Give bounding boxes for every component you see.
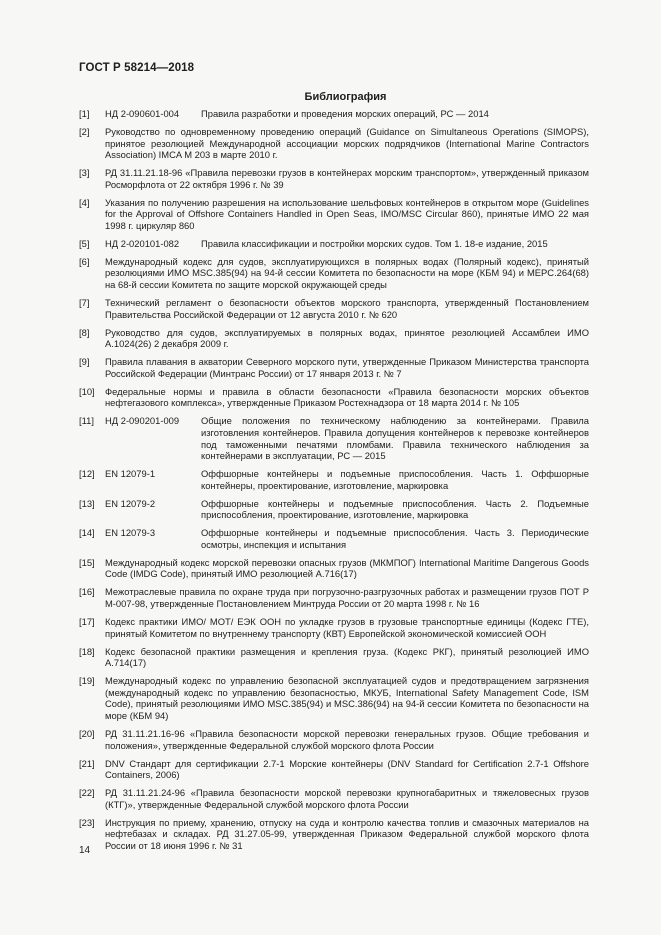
entry-text: Международный кодекс морской перевозки опасных грузов (МКМПОГ) International Maritime Dangerous Goods Code (IMDG Code), принятый ИМО резолюцией А.716(17) xyxy=(105,556,589,580)
bibliography-entry xyxy=(79,646,589,669)
bibliography-entry xyxy=(79,415,589,461)
entry-code: EN 12079-2 xyxy=(105,497,156,509)
entry-text: Правила разработки и проведения морских операций, РС — 2014 xyxy=(201,108,489,119)
bibliography-entry xyxy=(79,356,589,379)
entry-text: Кодекс безопасной практики размещения и крепления груза. (Кодекс РКГ), принятый резолюцией ИМО А.714(17) xyxy=(105,645,589,669)
entry-number: [15] xyxy=(79,556,95,568)
entry-text: Технический регламент о безопасности объектов морского транспорта, утвержденный Постановлением Правительства Российской Федерации от 12 августа 2010 г. № 620 xyxy=(105,297,589,320)
entry-number: [4] xyxy=(79,196,90,208)
bibliography-entry xyxy=(79,197,589,232)
page-number: 14 xyxy=(79,845,91,856)
entry-text: Оффшорные контейнеры и подъемные приспособления. Часть 1. Оффшорные контейнеры, проектирование, изготовление, маркировка xyxy=(201,468,589,491)
entry-number: [8] xyxy=(79,326,90,338)
entry-code: EN 12079-1 xyxy=(105,468,156,480)
entry-number: [10] xyxy=(79,385,95,397)
entry-text: Федеральные нормы и правила в области безопасности «Правила безопасности морских объектов нефтегазового комплекса», утвержденные Приказом Ростехнадзора от 18 марта 2014 г. № 105 xyxy=(105,385,589,409)
entry-text: РД 31.11.21.16-96 «Правила безопасности морской перевозки генеральных грузов. Общие требования и положения», утвержденные Федеральной службой морского флота России xyxy=(105,727,589,751)
bibliography-entry xyxy=(79,256,589,291)
bibliography-entry xyxy=(79,167,589,190)
entry-number: [9] xyxy=(79,356,90,368)
entry-number: [2] xyxy=(79,125,90,137)
bibliography-entry xyxy=(79,386,589,409)
entry-code: НД 2-090201-009 xyxy=(105,415,180,427)
bibliography-entry xyxy=(79,498,589,521)
bibliography-entry xyxy=(79,758,589,781)
entry-number: [3] xyxy=(79,167,90,179)
entry-text: Оффшорные контейнеры и подъемные приспособления. Часть 2. Подъемные приспособления, проектирование, изготовление, маркировка xyxy=(201,497,589,521)
entry-text: РД 31.11.21.18-96 «Правила перевозки грузов в контейнерах морским транспортом», утвержденный приказом Росморфлота от 22 октября 1996 г. № 39 xyxy=(105,167,589,190)
entry-code: НД 2-020101-082 xyxy=(105,237,180,249)
document-header: ГОСТ Р 58214—2018 xyxy=(79,62,195,74)
bibliography-entry xyxy=(79,817,589,852)
entry-number: [23] xyxy=(79,816,95,828)
entry-number: [20] xyxy=(79,727,95,739)
entry-number: [19] xyxy=(79,675,95,687)
bibliography-entry xyxy=(79,557,589,580)
entry-text: Международный кодекс по управлению безопасной эксплуатацией судов и предотвращением загрязнения (международный кодекс по управлению безопасностью, МКУБ, International Safety Management Code, ISM Code), принятый резолюциями ИМО MSC.385(94) и MSC.386(94) на 94-й сессии Комитета по безопасности на море (КБМ 94) xyxy=(105,675,589,721)
entry-text: РД 31.11.21.24-96 «Правила безопасности морской перевозки крупногабаритных и тяжеловесных грузов (КТГ)», утвержденные Федеральной службой морского флота России xyxy=(105,787,589,810)
bibliography-entry xyxy=(79,468,589,491)
entry-number: [6] xyxy=(79,255,90,267)
entry-number: [12] xyxy=(79,468,95,480)
bibliography-entry xyxy=(79,126,589,161)
entry-text: Руководство по одновременному проведению операций (Guidance on Simultaneous Operations (SIMOPS), принятое резолюцией Международной ассоциации морских подрядчиков (International Marine Contractors Association) IMCA M 203 в марте 2010 г. xyxy=(105,125,589,161)
bibliography-entry xyxy=(79,327,589,350)
entry-number: [18] xyxy=(79,645,95,657)
entry-text: Инструкция по приему, хранению, отпуску на суда и контролю качества топлив и смазочных материалов на нефтебазах и складах. РД 31.27.05-99, утвержденная Приказом Федеральной службой морского флота России от 18 июня 1996 г. № 31 xyxy=(105,816,589,851)
entry-text: Межотраслевые правила по охране труда при погрузочно-разгрузочных работах и размещении грузов ПОТ Р М-007-98, утвержденные Постановлением Минтруда России от 20 марта 1998 г. № 16 xyxy=(105,586,589,610)
entry-number: [13] xyxy=(79,497,95,509)
bibliography-entry xyxy=(79,675,589,721)
bibliography-entry xyxy=(79,787,589,810)
entry-number: [17] xyxy=(79,616,95,628)
entry-text: Правила плавания в акватории Северного морского пути, утвержденные Приказом Министерства транспорта Российской Федерации (Минтранс России) от 17 января 2013 г. № 7 xyxy=(105,356,589,379)
entry-text: Правила классификации и постройки морских судов. Том 1. 18-е издание, 2015 xyxy=(201,237,548,249)
entry-number: [5] xyxy=(79,237,90,249)
entry-number: [1] xyxy=(79,108,90,119)
bibliography-entry xyxy=(79,728,589,751)
entry-number: [16] xyxy=(79,586,95,598)
entry-text: Международный кодекс для судов, эксплуатирующихся в полярных водах (Полярный кодекс), принятый резолюциями ИМО MSC.385(94) на 94-й сессии Комитета по безопасности на море (КБМ 94) и MEPC.264(68) на 68-й сессии Комитета по защите морской окружающей среды xyxy=(105,255,589,291)
bibliography-entry xyxy=(79,616,589,639)
entry-text: DNV Стандарт для сертификации 2.7-1 Морские контейнеры (DNV Standard for Certification 2.7-1 Offshore Containers, 2006) xyxy=(105,757,589,781)
entry-number: [11] xyxy=(79,415,94,427)
entry-text: Общие положения по техническому наблюдению за контейнерами. Правила изготовления контейнеров. Правила допущения контейнеров к перевозке контейнеров под таможенными печатями пломбами. Правила технического наблюдения за контейнерами в эксплуатации, РС — 2015 xyxy=(201,415,589,462)
bibliography-entry xyxy=(79,586,589,609)
bibliography-list xyxy=(79,108,589,858)
entry-text: Кодекс практики ИМО/ МОТ/ ЕЭК ООН по укладке грузов в грузовые транспортные единицы (Кодекс ГТЕ), принятый Комитетом по внутреннему транспорту (КВТ) Европейской экономической комиссией ООН xyxy=(105,616,589,639)
entry-code: EN 12079-3 xyxy=(105,527,156,539)
bibliography-entry xyxy=(79,297,589,320)
bibliography-entry xyxy=(79,527,589,550)
entry-number: [7] xyxy=(79,297,90,309)
bibliography-entry xyxy=(79,108,589,120)
entry-text: Указания по получению разрешения на использование шельфовых контейнеров в открытом море (Guidelines for the Approval of Offshore Containers Handled in Open Seas, IMO/MSC Circular 860), принятые ИМО 22 мая 1998 г. циркуляр 860 xyxy=(105,196,589,231)
entry-number: [22] xyxy=(79,787,95,799)
entry-number: [14] xyxy=(79,527,95,539)
entry-text: Оффшорные контейнеры и подъемные приспособления. Часть 3. Периодические осмотры, инспекция и испытания xyxy=(201,527,589,550)
entry-text: Руководство для судов, эксплуатируемых в полярных водах, принятое резолюцией Ассамблеи ИМО А.1024(26) 2 декабря 2009 г. xyxy=(105,326,589,350)
entry-number: [21] xyxy=(79,757,95,769)
entry-code: НД 2-090601-004 xyxy=(105,108,180,119)
bibliography-entry xyxy=(79,238,589,250)
bibliography-title: Библиография xyxy=(304,91,387,103)
